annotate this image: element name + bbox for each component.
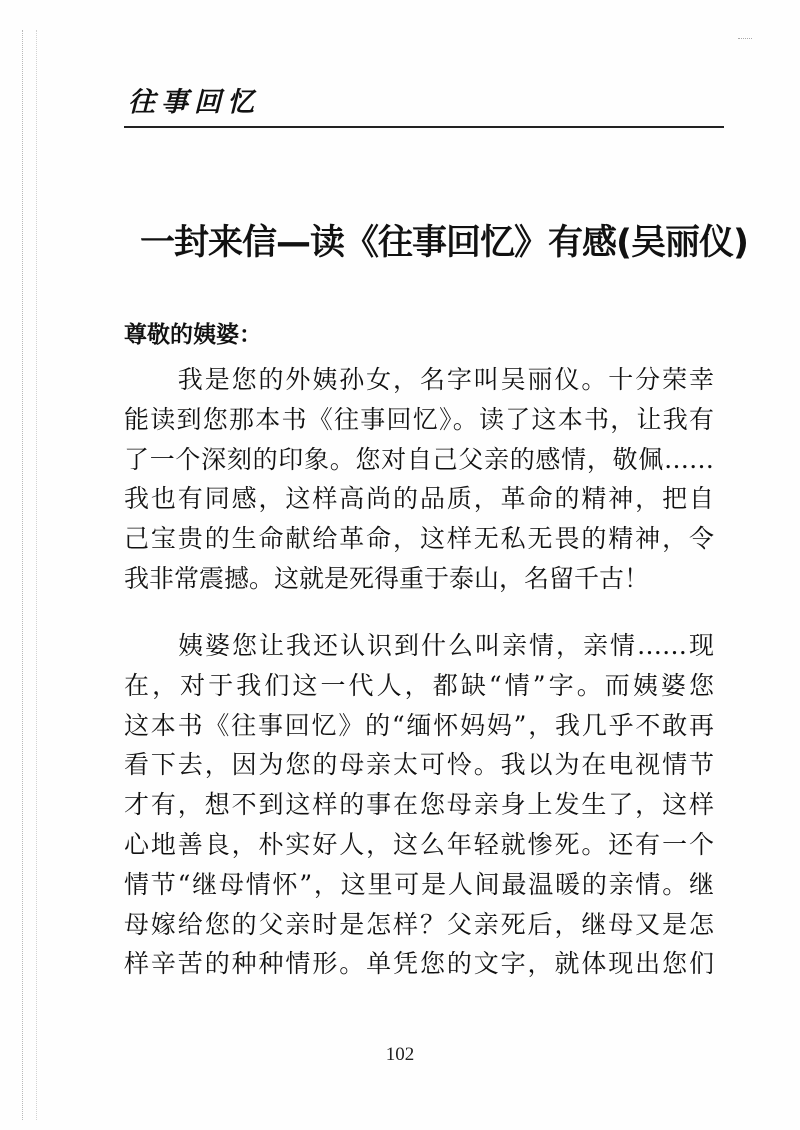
paragraph-2-line: 母嫁给您的父亲时是怎样？父亲死后，继母又是怎: [124, 909, 714, 939]
paragraph-2-line: 在，对于我们这一代人，都缺“情”字。而姨婆您: [124, 670, 714, 700]
paragraph-2-line: 这本书《往事回忆》的“缅怀妈妈”，我几乎不敢再: [124, 710, 714, 740]
paragraph-1-line: 我非常震撼。这就是死得重于泰山，名留千古！: [124, 563, 650, 593]
paragraph-1-line: 己宝贵的生命献给革命，这样无私无畏的精神，令: [124, 524, 714, 554]
binding-edge-shadow: [22, 30, 23, 1120]
paragraph-1-line: 我也有同感，这样高尚的品质，革命的精神，把自: [124, 484, 714, 514]
paragraph-2-line: 才有，想不到这样的事在您母亲身上发生了，这样: [124, 790, 714, 820]
paragraph-1: [124, 360, 714, 599]
paragraph-2-line: 姨婆您让我还认识到什么叫亲情，亲情……现: [124, 631, 714, 660]
paragraph-1-line: 能读到您那本书《往事回忆》。读了这本书，让我有: [124, 404, 714, 434]
page-number: 102: [385, 1044, 415, 1065]
paragraph-2-line: 看下去，因为您的母亲太可怜。我以为在电视情节: [124, 750, 714, 780]
paragraph-2-line: 情节“继母情怀”，这里可是人间最温暖的亲情。继: [124, 869, 714, 899]
paragraph-2: [124, 626, 714, 984]
letter-salutation: 尊敬的姨婆：: [124, 322, 262, 348]
paragraph-2-line: 样辛苦的种种情形。单凭您的文字，就体现出您们: [124, 949, 714, 979]
binding-edge-shadow-inner: [36, 30, 37, 1120]
paragraph-1-line: 我是您的外姨孙女，名字叫吴丽仪。十分荣幸: [124, 365, 714, 394]
header-rule: [124, 126, 724, 128]
paragraph-2-line: 心地善良，朴实好人，这么年轻就惨死。还有一个: [124, 829, 714, 859]
running-header-title: 往事回忆: [128, 87, 260, 118]
scan-speckle: [738, 38, 752, 39]
paragraph-1-line: 了一个深刻的印象。您对自己父亲的感情，敬佩……: [124, 444, 714, 474]
article-title: 一封来信—读《往事回忆》有感(吴丽仪): [140, 223, 748, 263]
